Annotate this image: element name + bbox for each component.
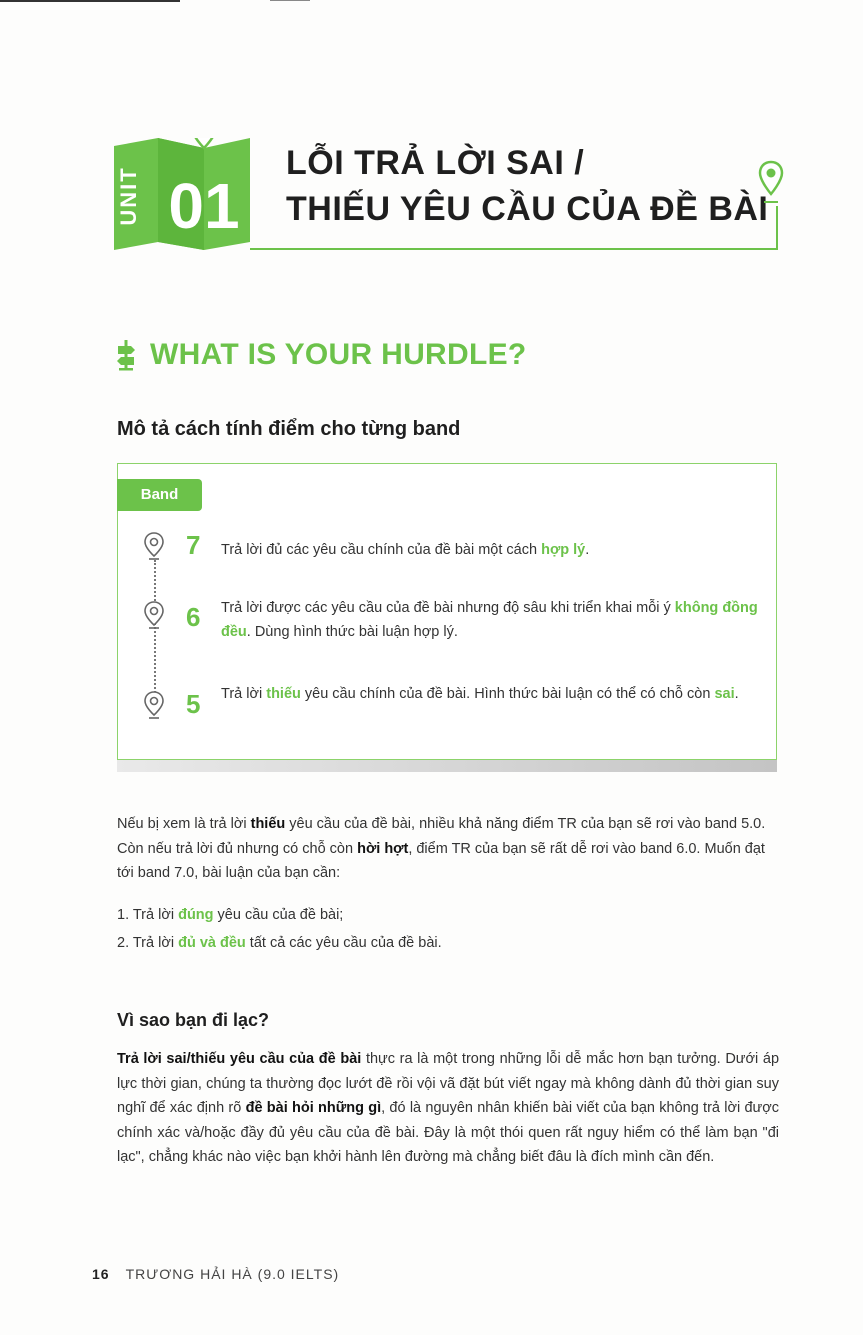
band-description: Trả lời được các yêu cầu của đề bài nhưng độ sâu khi triển khai mỗi ý không đồng đều. Dùng hình thức bài luận hợp lý. xyxy=(221,600,758,640)
body-paragraph: Trả lời sai/thiếu yêu cầu của đề bài thực ra là một trong những lỗi dễ mắc hơn bạn tưởng. Dưới áp lực thời gian, chúng ta thường đọc lướt đề rồi vội vã đặt bút viết ngay mà không dành đủ thời gian suy nghĩ để xác định rõ đề bài hỏi những gì, đó là nguyên nhân khiến bài viết của bạn không trả lời được chính xác và/hoặc đầy đủ yêu cầu của đề bài. Đây là một thói quen rất nguy hiểm có thể làm bạn "đi lạc", chẳng khác nào việc bạn khởi hành lên đường mà chẳng biết đâu là đích mình cần đến. xyxy=(117,1051,780,1165)
section-heading xyxy=(116,338,527,372)
unit-number: 01 xyxy=(168,170,240,242)
unit-title xyxy=(286,140,768,232)
band-number: 5 xyxy=(186,689,201,719)
section-heading-text: WHAT IS YOUR HURDLE? xyxy=(150,338,527,371)
unit-badge xyxy=(114,138,250,250)
band-label: Band xyxy=(117,479,202,511)
footer-author: TRƯƠNG HẢI HÀ (9.0 IELTS) xyxy=(125,1266,340,1282)
top-rule-short xyxy=(270,0,310,1)
unit-underline xyxy=(250,248,777,250)
page-number: 16 xyxy=(92,1266,110,1282)
unit-title-line1: LỖI TRẢ LỜI SAI / xyxy=(286,144,585,182)
map-pin-icon xyxy=(143,690,165,720)
subheading: Mô tả cách tính điểm cho từng band xyxy=(117,418,461,440)
page-footer xyxy=(92,1266,339,1282)
unit-label: UNIT xyxy=(116,166,141,226)
signpost-icon xyxy=(116,339,136,371)
band-timeline xyxy=(154,560,156,700)
body-paragraph: Nếu bị xem là trả lời thiếu yêu cầu của đề bài, nhiều khả năng điểm TR của bạn sẽ rơi vào band 5.0. Còn nếu trả lời đủ nhưng có chỗ còn hời hợt, điểm TR của bạn sẽ rất dễ rơi vào band 6.0. Muốn đạt tới band 7.0, bài luận của bạn cần: xyxy=(117,816,766,881)
list-item: 2. Trả lời đủ và đều tất cả các yêu cầu của đề bài. xyxy=(117,935,442,951)
top-rule xyxy=(0,0,180,2)
unit-title-line2: THIẾU YÊU CẦU CỦA ĐỀ BÀI xyxy=(286,190,769,228)
map-pin-icon xyxy=(143,531,165,561)
band-box-shadow xyxy=(117,760,777,772)
section-subheading: Vì sao bạn đi lạc? xyxy=(117,1010,270,1030)
band-number: 6 xyxy=(186,602,201,632)
band-description: Trả lời đủ các yêu cầu chính của đề bài một cách hợp lý. xyxy=(221,542,590,558)
list-item: 1. Trả lời đúng yêu cầu của đề bài; xyxy=(117,907,344,923)
map-pin-icon xyxy=(143,600,165,630)
unit-underline-rise xyxy=(776,206,778,250)
band-number: 7 xyxy=(186,530,201,560)
map-pin-icon xyxy=(758,160,784,206)
band-description: Trả lời thiếu yêu cầu chính của đề bài. Hình thức bài luận có thể có chỗ còn sai. xyxy=(221,686,739,702)
